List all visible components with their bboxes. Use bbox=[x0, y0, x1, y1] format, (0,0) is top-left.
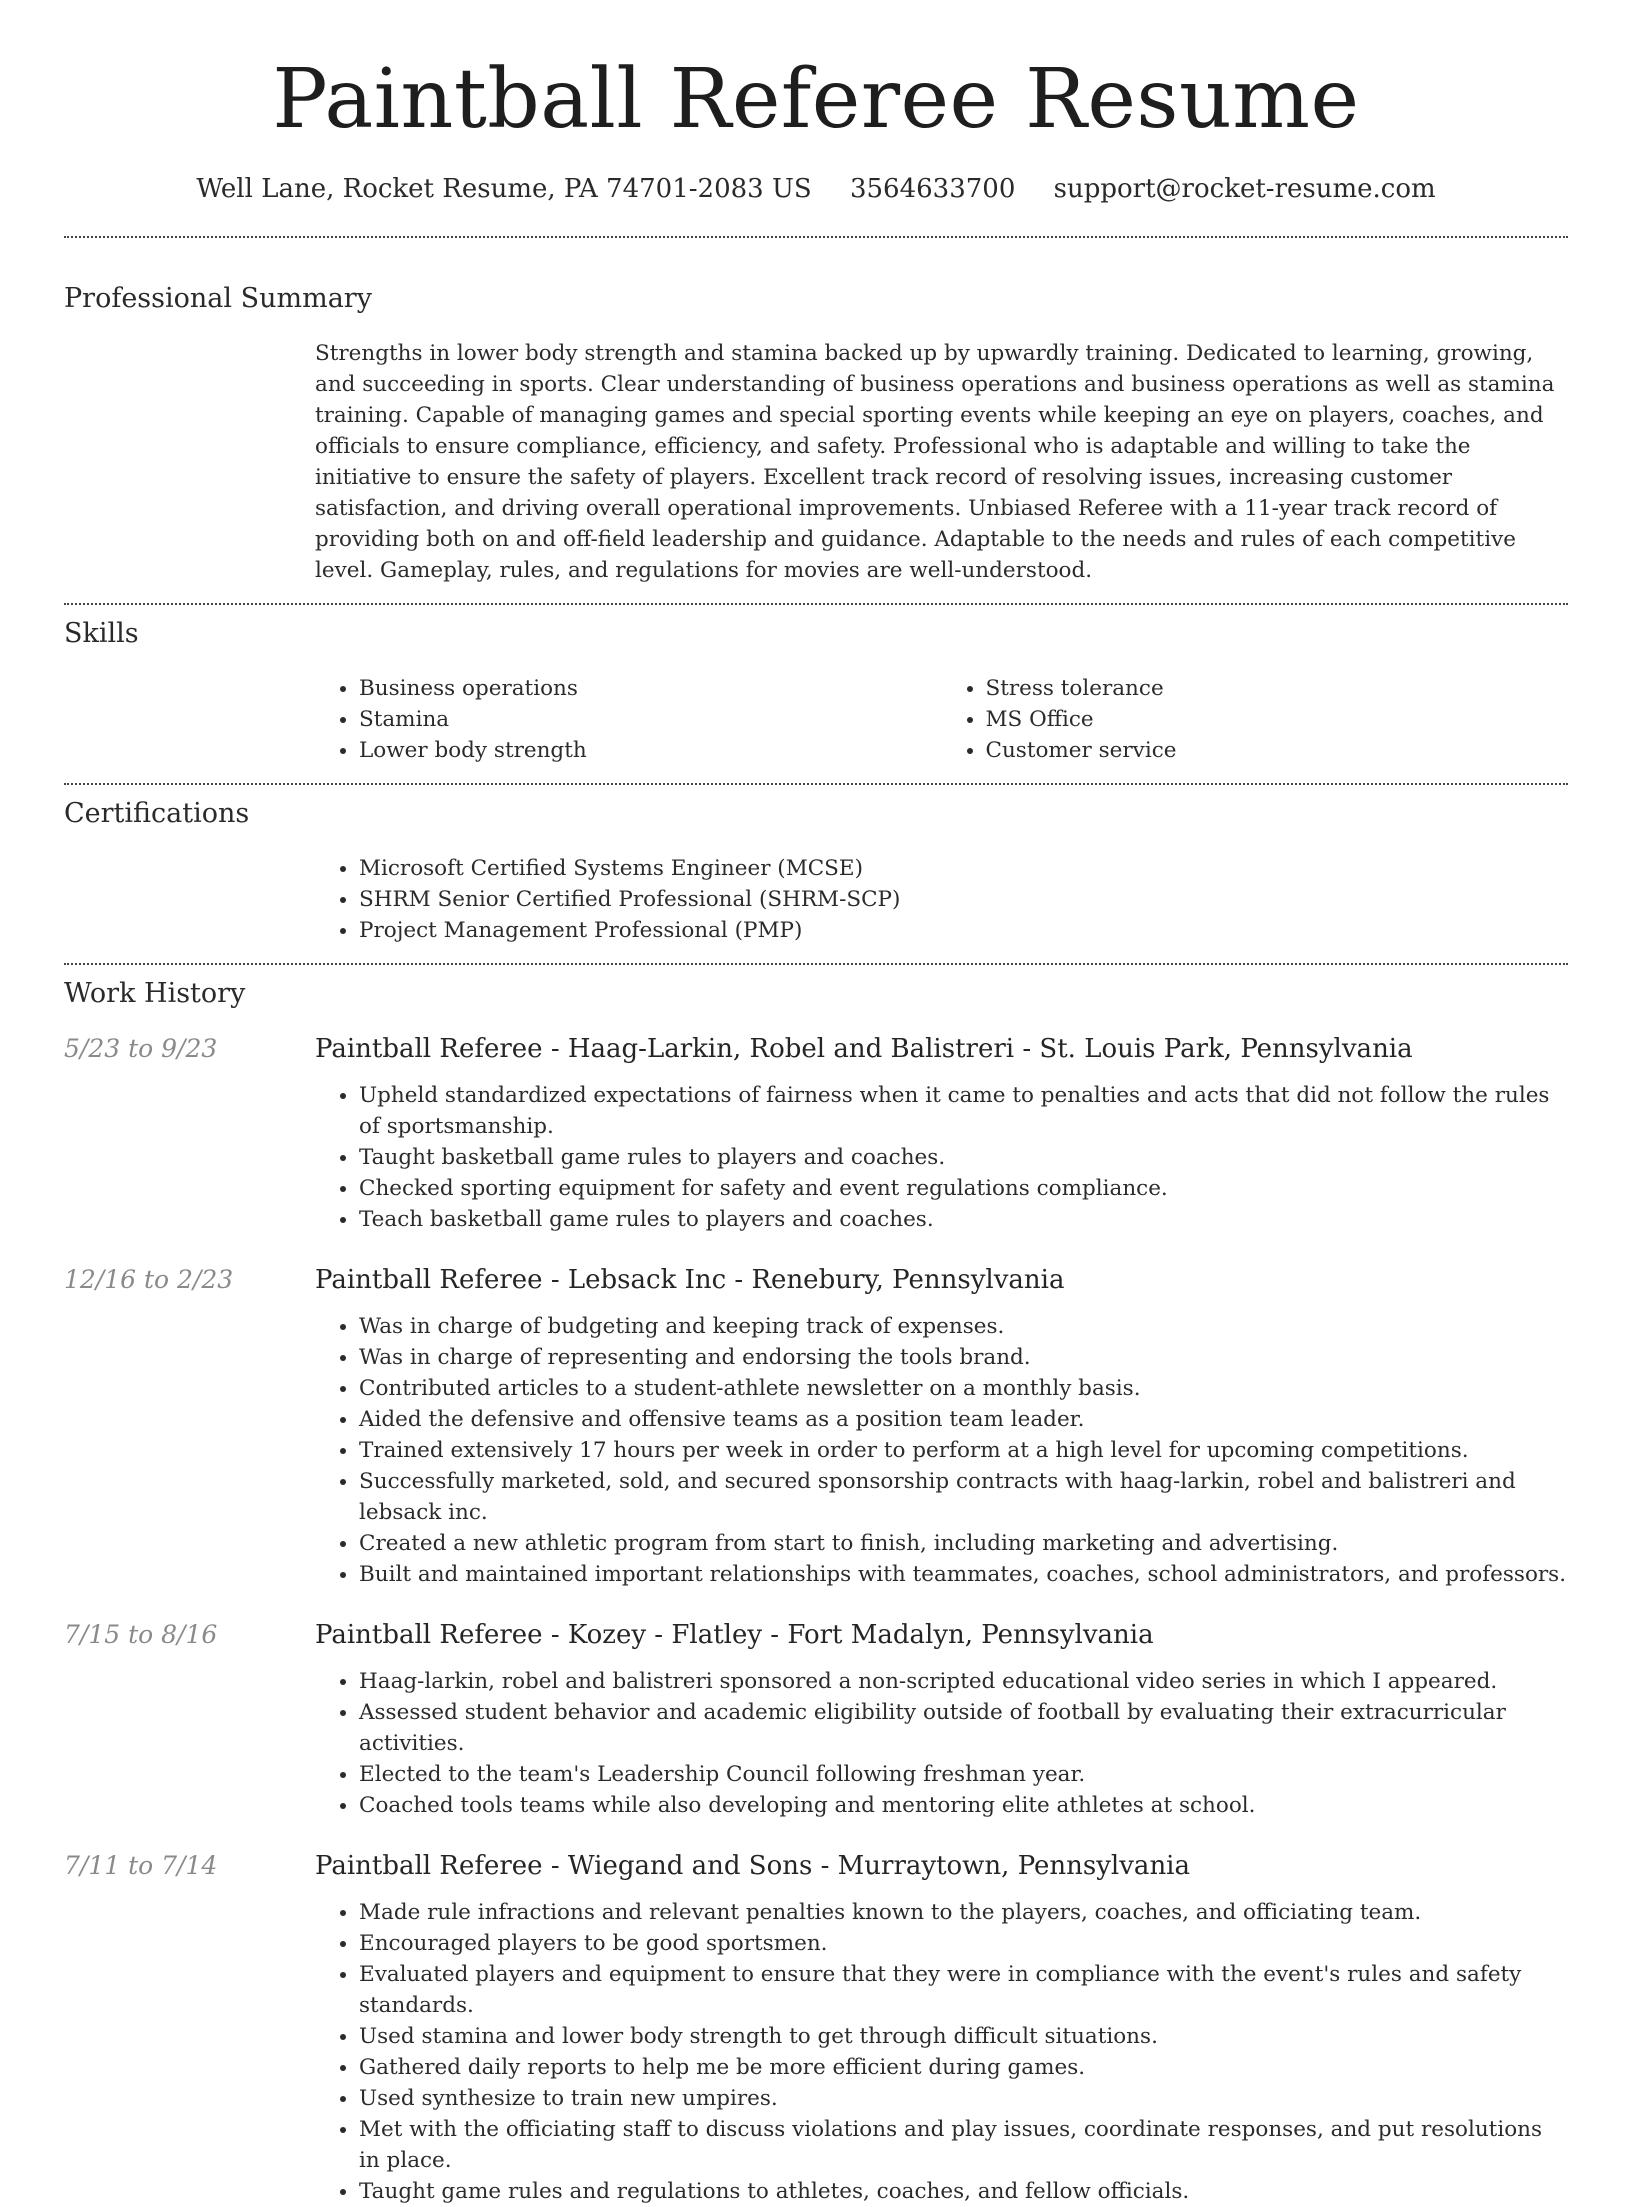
contact-address: Well Lane, Rocket Resume, PA 74701-2083 US bbox=[196, 174, 812, 204]
job-bullet: • Checked sporting equipment for safety and event regulations compliance. bbox=[359, 1173, 1568, 1204]
job-bullet: • Created a new athletic program from start to finish, including marketing and advertising. bbox=[359, 1528, 1568, 1559]
job-bullet: • Coached tools teams while also developing and mentoring elite athletes at school. bbox=[359, 1790, 1568, 1821]
job-bullets bbox=[315, 1311, 1568, 1590]
skills-columns bbox=[315, 673, 1568, 766]
divider bbox=[64, 963, 1568, 965]
job-bullet: • Taught basketball game rules to players and coaches. bbox=[359, 1142, 1568, 1173]
contact-phone: 3564633700 bbox=[849, 174, 1016, 204]
job-bullet: • Elected to the team's Leadership Council following freshman year. bbox=[359, 1759, 1568, 1790]
job-bullets bbox=[315, 1897, 1568, 2207]
job-bullet: • Haag-larkin, robel and balistreri sponsored a non-scripted educational video series in which I appeared. bbox=[359, 1666, 1568, 1697]
divider bbox=[64, 783, 1568, 785]
certification-item: • SHRM Senior Certified Professional (SHRM-SCP) bbox=[359, 884, 1568, 915]
job-bullet: • Upheld standardized expectations of fairness when it came to penalties and acts that did not follow the rules of sportsmanship. bbox=[359, 1080, 1568, 1142]
skill-item: • MS Office bbox=[986, 704, 1569, 735]
section-heading-skills: Skills bbox=[64, 618, 139, 649]
section-heading-summary: Professional Summary bbox=[64, 283, 372, 314]
job-bullet: • Teach basketball game rules to players and coaches. bbox=[359, 1204, 1568, 1235]
job-bullet: • Assessed student behavior and academic eligibility outside of football by evaluating their extracurricular activities. bbox=[359, 1697, 1568, 1759]
job-details bbox=[315, 1618, 1568, 1821]
work-history-section bbox=[64, 977, 1568, 2207]
job-bullet: • Used synthesize to train new umpires. bbox=[359, 2083, 1568, 2114]
certifications-list bbox=[315, 853, 1568, 946]
skill-item: • Lower body strength bbox=[359, 735, 942, 766]
summary-section bbox=[64, 282, 1568, 586]
job-bullet: • Taught game rules and regulations to athletes, coaches, and fellow officials. bbox=[359, 2176, 1568, 2207]
job-dates: 5/23 to 9/23 bbox=[64, 1034, 218, 1063]
job-bullet: • Successfully marketed, sold, and secured sponsorship contracts with haag-larkin, robel and balistreri and lebsack inc. bbox=[359, 1466, 1568, 1528]
job-bullet: • Was in charge of budgeting and keeping track of expenses. bbox=[359, 1311, 1568, 1342]
job-entry bbox=[64, 1032, 1568, 1235]
resume-title: Paintball Referee Resume bbox=[272, 52, 1360, 147]
job-entry bbox=[64, 1618, 1568, 1821]
divider bbox=[64, 236, 1568, 238]
job-entry bbox=[64, 1263, 1568, 1590]
job-bullets bbox=[315, 1666, 1568, 1821]
certifications-section bbox=[64, 797, 1568, 946]
job-bullet: • Used stamina and lower body strength to get through difficult situations. bbox=[359, 2021, 1568, 2052]
job-bullet: • Trained extensively 17 hours per week in order to perform at a high level for upcoming competitions. bbox=[359, 1435, 1568, 1466]
skill-item: • Stamina bbox=[359, 704, 942, 735]
certification-item: • Project Management Professional (PMP) bbox=[359, 915, 1568, 946]
certifications-body bbox=[315, 853, 1568, 946]
job-bullet: • Encouraged players to be good sportsmen. bbox=[359, 1928, 1568, 1959]
job-bullet: • Was in charge of representing and endorsing the tools brand. bbox=[359, 1342, 1568, 1373]
job-bullet: • Built and maintained important relationships with teammates, coaches, school administrators, and professors. bbox=[359, 1559, 1568, 1590]
job-title: Paintball Referee - Kozey - Flatley - Fort Madalyn, Pennsylvania bbox=[315, 1620, 1154, 1650]
job-dates: 7/11 to 7/14 bbox=[64, 1851, 218, 1880]
skills-list-left bbox=[315, 673, 942, 766]
job-bullets bbox=[315, 1080, 1568, 1235]
contact-email: support@rocket-resume.com bbox=[1053, 174, 1436, 204]
job-bullet: • Aided the defensive and offensive teams as a position team leader. bbox=[359, 1404, 1568, 1435]
skills-section bbox=[64, 617, 1568, 766]
job-entry bbox=[64, 1849, 1568, 2207]
section-heading-certifications: Certifications bbox=[64, 798, 250, 829]
job-dates: 7/15 to 8/16 bbox=[64, 1620, 218, 1649]
skill-item: • Customer service bbox=[986, 735, 1569, 766]
job-bullet: • Contributed articles to a student-athlete newsletter on a monthly basis. bbox=[359, 1373, 1568, 1404]
skill-item: • Business operations bbox=[359, 673, 942, 704]
job-details bbox=[315, 1263, 1568, 1590]
contact-line bbox=[64, 172, 1568, 206]
divider bbox=[64, 603, 1568, 605]
job-title: Paintball Referee - Wiegand and Sons - Murraytown, Pennsylvania bbox=[315, 1851, 1190, 1881]
summary-text: Strengths in lower body strength and stamina backed up by upwardly training. Dedicated to learning, growing, and succeeding in sports. Clear understanding of business operations and business operations as well as stamina training. Capable of managing games and special sporting events while keeping an eye on players, coaches, and officials to ensure compliance, efficiency, and safety. Professional who is adaptable and willing to take the initiative to ensure the safety of players. Excellent track record of resolving issues, increasing customer satisfaction, and driving overall operational improvements. Unbiased Referee with a 11-year track record of providing both on and off-field leadership and guidance. Adaptable to the needs and rules of each competitive level. Gameplay, rules, and regulations for movies are well-understood. bbox=[315, 341, 1555, 583]
skills-list-right bbox=[942, 673, 1569, 766]
job-dates: 12/16 to 2/23 bbox=[64, 1265, 234, 1294]
job-bullet: • Met with the officiating staff to discuss violations and play issues, coordinate responses, and put resolutions in place. bbox=[359, 2114, 1568, 2176]
job-title: Paintball Referee - Haag-Larkin, Robel and Balistreri - St. Louis Park, Pennsylvania bbox=[315, 1034, 1413, 1064]
job-bullet: • Made rule infractions and relevant penalties known to the players, coaches, and officiating team. bbox=[359, 1897, 1568, 1928]
certification-item: • Microsoft Certified Systems Engineer (MCSE) bbox=[359, 853, 1568, 884]
job-bullet: • Evaluated players and equipment to ensure that they were in compliance with the event's rules and safety standards. bbox=[359, 1959, 1568, 2021]
job-title: Paintball Referee - Lebsack Inc - Renebury, Pennsylvania bbox=[315, 1265, 1065, 1295]
job-bullet: • Gathered daily reports to help me be more efficient during games. bbox=[359, 2052, 1568, 2083]
skill-item: • Stress tolerance bbox=[986, 673, 1569, 704]
job-details bbox=[315, 1032, 1568, 1235]
section-heading-work-history: Work History bbox=[64, 978, 246, 1009]
job-details bbox=[315, 1849, 1568, 2207]
